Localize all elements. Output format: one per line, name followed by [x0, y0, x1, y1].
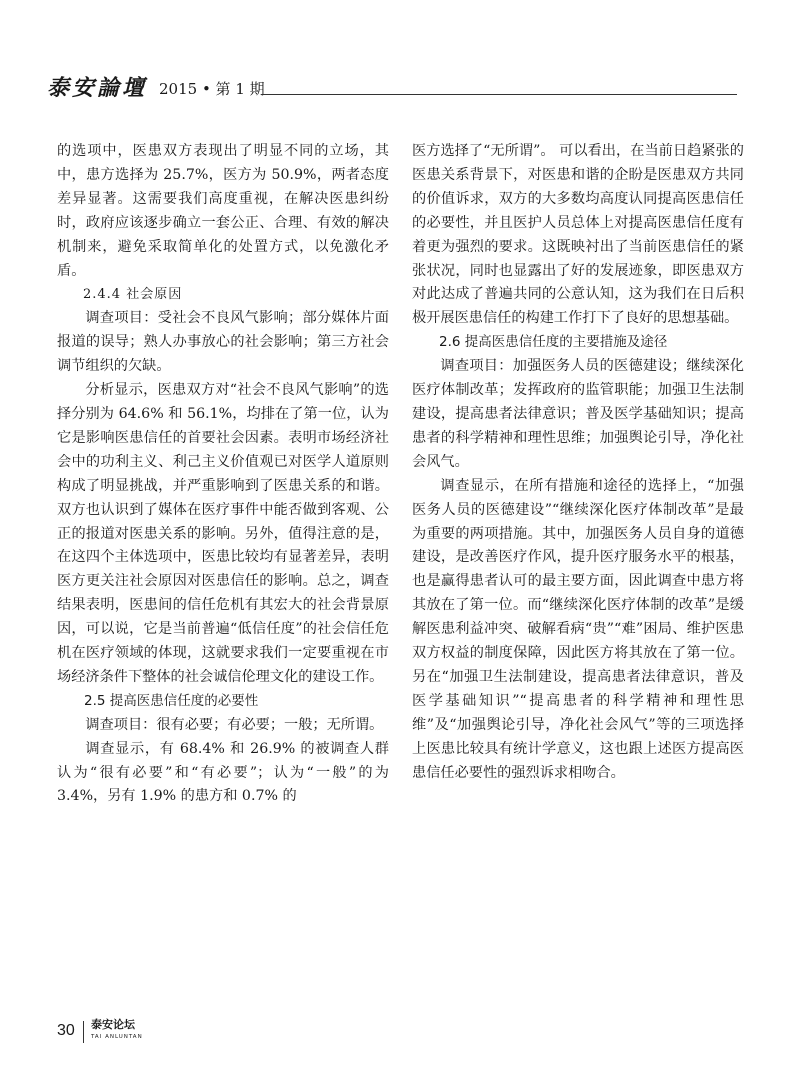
running-header — [47, 74, 737, 102]
paragraph: 分析显示，医患双方对“社会不良风气影响”的选择分别为 64.6% 和 56.1%，均排在了第一位，认为它是影响医患信任的首要社会因素。表明市场经济社会中的功利主义、利己主义价值观已对医学人道原则构成了明显挑战，并严重影响到了医患关系的和谐。双方也认识到了媒体在医疗事件中能否做到客观、公正的报道对医患关系的影响。另外，值得注意的是，在这四个主体选项中，医患比较均有显著差异，表明医方更关注社会原因对医患信任的影响。总之，调查结果表明，医患间的信任危机有其宏大的社会背景原因，可以说，它是当前普遍“低信任度”的社会信任危机在医疗领域的体现，这就要求我们一定要重视在市场经济条件下整体的社会诚信伦理文化的建设工作。 — [57, 382, 389, 685]
paragraph: 调查显示，在所有措施和途径的选择上，“加强医务人员的医德建设”“继续深化医疗体制改革”是最为重要的两项措施。其中，加强医务人员自身的道德建设，是改善医疗作风，提升医疗服务水平的根基，也是赢得患者认可的最主要方面，因此调查中患方将其放在了第一位。而“继续深化医疗体制的改革”是缓解医患利益冲突、破解看病“贵”“难”困局、维护医患双方权益的制度保障，因此医方将其放在了第一位。另在“加强卫生法制建设，提高患者法律意识，普及医学基础知识”“提高患者的科学精神和理性思维”及“加强舆论引导，净化社会风气”等的三项选择上医患比较具有统计学意义，这也跟上述医方提高医患信任必要性的强烈诉求相吻合。 — [412, 477, 744, 781]
footer-journal-pinyin: TAI ANLUNTAN — [91, 1034, 143, 1040]
paragraph: 的选项中，医患双方表现出了明显不同的立场，其中，患方选择为 25.7%，医方为 50.9%，两者态度差异显著。这需要我们高度重视，在解决医患纠纷时，政府应该逐步确立一套公正、合理、有效的解决机制来，避免采取简单化的处置方式，以免激化矛盾。 — [57, 143, 389, 279]
footer-divider — [83, 1021, 84, 1043]
paragraph: 调查项目：加强医务人员的医德建设；继续深化医疗体制改革；发挥政府的监管职能；加强卫生法制建设，提高患者法律意识；普及医学基础知识；提高患者的科学精神和理性思维；加强舆论引导，净化社会风气。 — [412, 358, 744, 470]
journal-title: 泰安論壇 — [47, 75, 148, 101]
page-number: 30 — [57, 1022, 75, 1039]
right-column — [412, 140, 744, 785]
paragraph: 调查显示，有 68.4% 和 26.9% 的被调查人群认为“很有必要”和“有必要”；认为“一般”的为 3.4%，另有 1.9% 的患方和 0.7% 的 — [57, 740, 389, 805]
section-heading: 2.4.4 社会原因 — [83, 287, 183, 303]
section-heading: 2.5 提高医患信任度的必要性 — [84, 692, 259, 709]
section-heading: 2.6 提高医患信任度的主要措施及途径 — [439, 334, 668, 351]
paragraph: 医方选择了“无所谓”。 可以看出，在当前日趋紧张的医患关系背景下，对医患和谐的企盼是医患双方共同的价值诉求，双方的大多数均高度认同提高医患信任的必要性，并且医护人员总体上对提高医患信任度有着更为强烈的要求。这既映衬出了当前医患信任的紧张状况，同时也显露出了好的发展迹象，即医患双方对此达成了普遍共同的公意认知，这为我们在日后积极开展医患信任的构建工作打下了良好的思想基础。 — [412, 143, 744, 327]
header-rule — [261, 94, 737, 95]
paragraph: 调查项目：很有必要；有必要；一般；无所谓。 — [85, 716, 384, 733]
left-column — [57, 140, 389, 809]
issue-label: 2015 • 第 1 期 — [159, 80, 265, 98]
footer-journal-name: 泰安论坛 — [91, 1018, 135, 1031]
paragraph: 调查项目：受社会不良风气影响；部分媒体片面报道的误导；熟人办事放心的社会影响；第三方社会调节组织的欠缺。 — [57, 310, 389, 375]
